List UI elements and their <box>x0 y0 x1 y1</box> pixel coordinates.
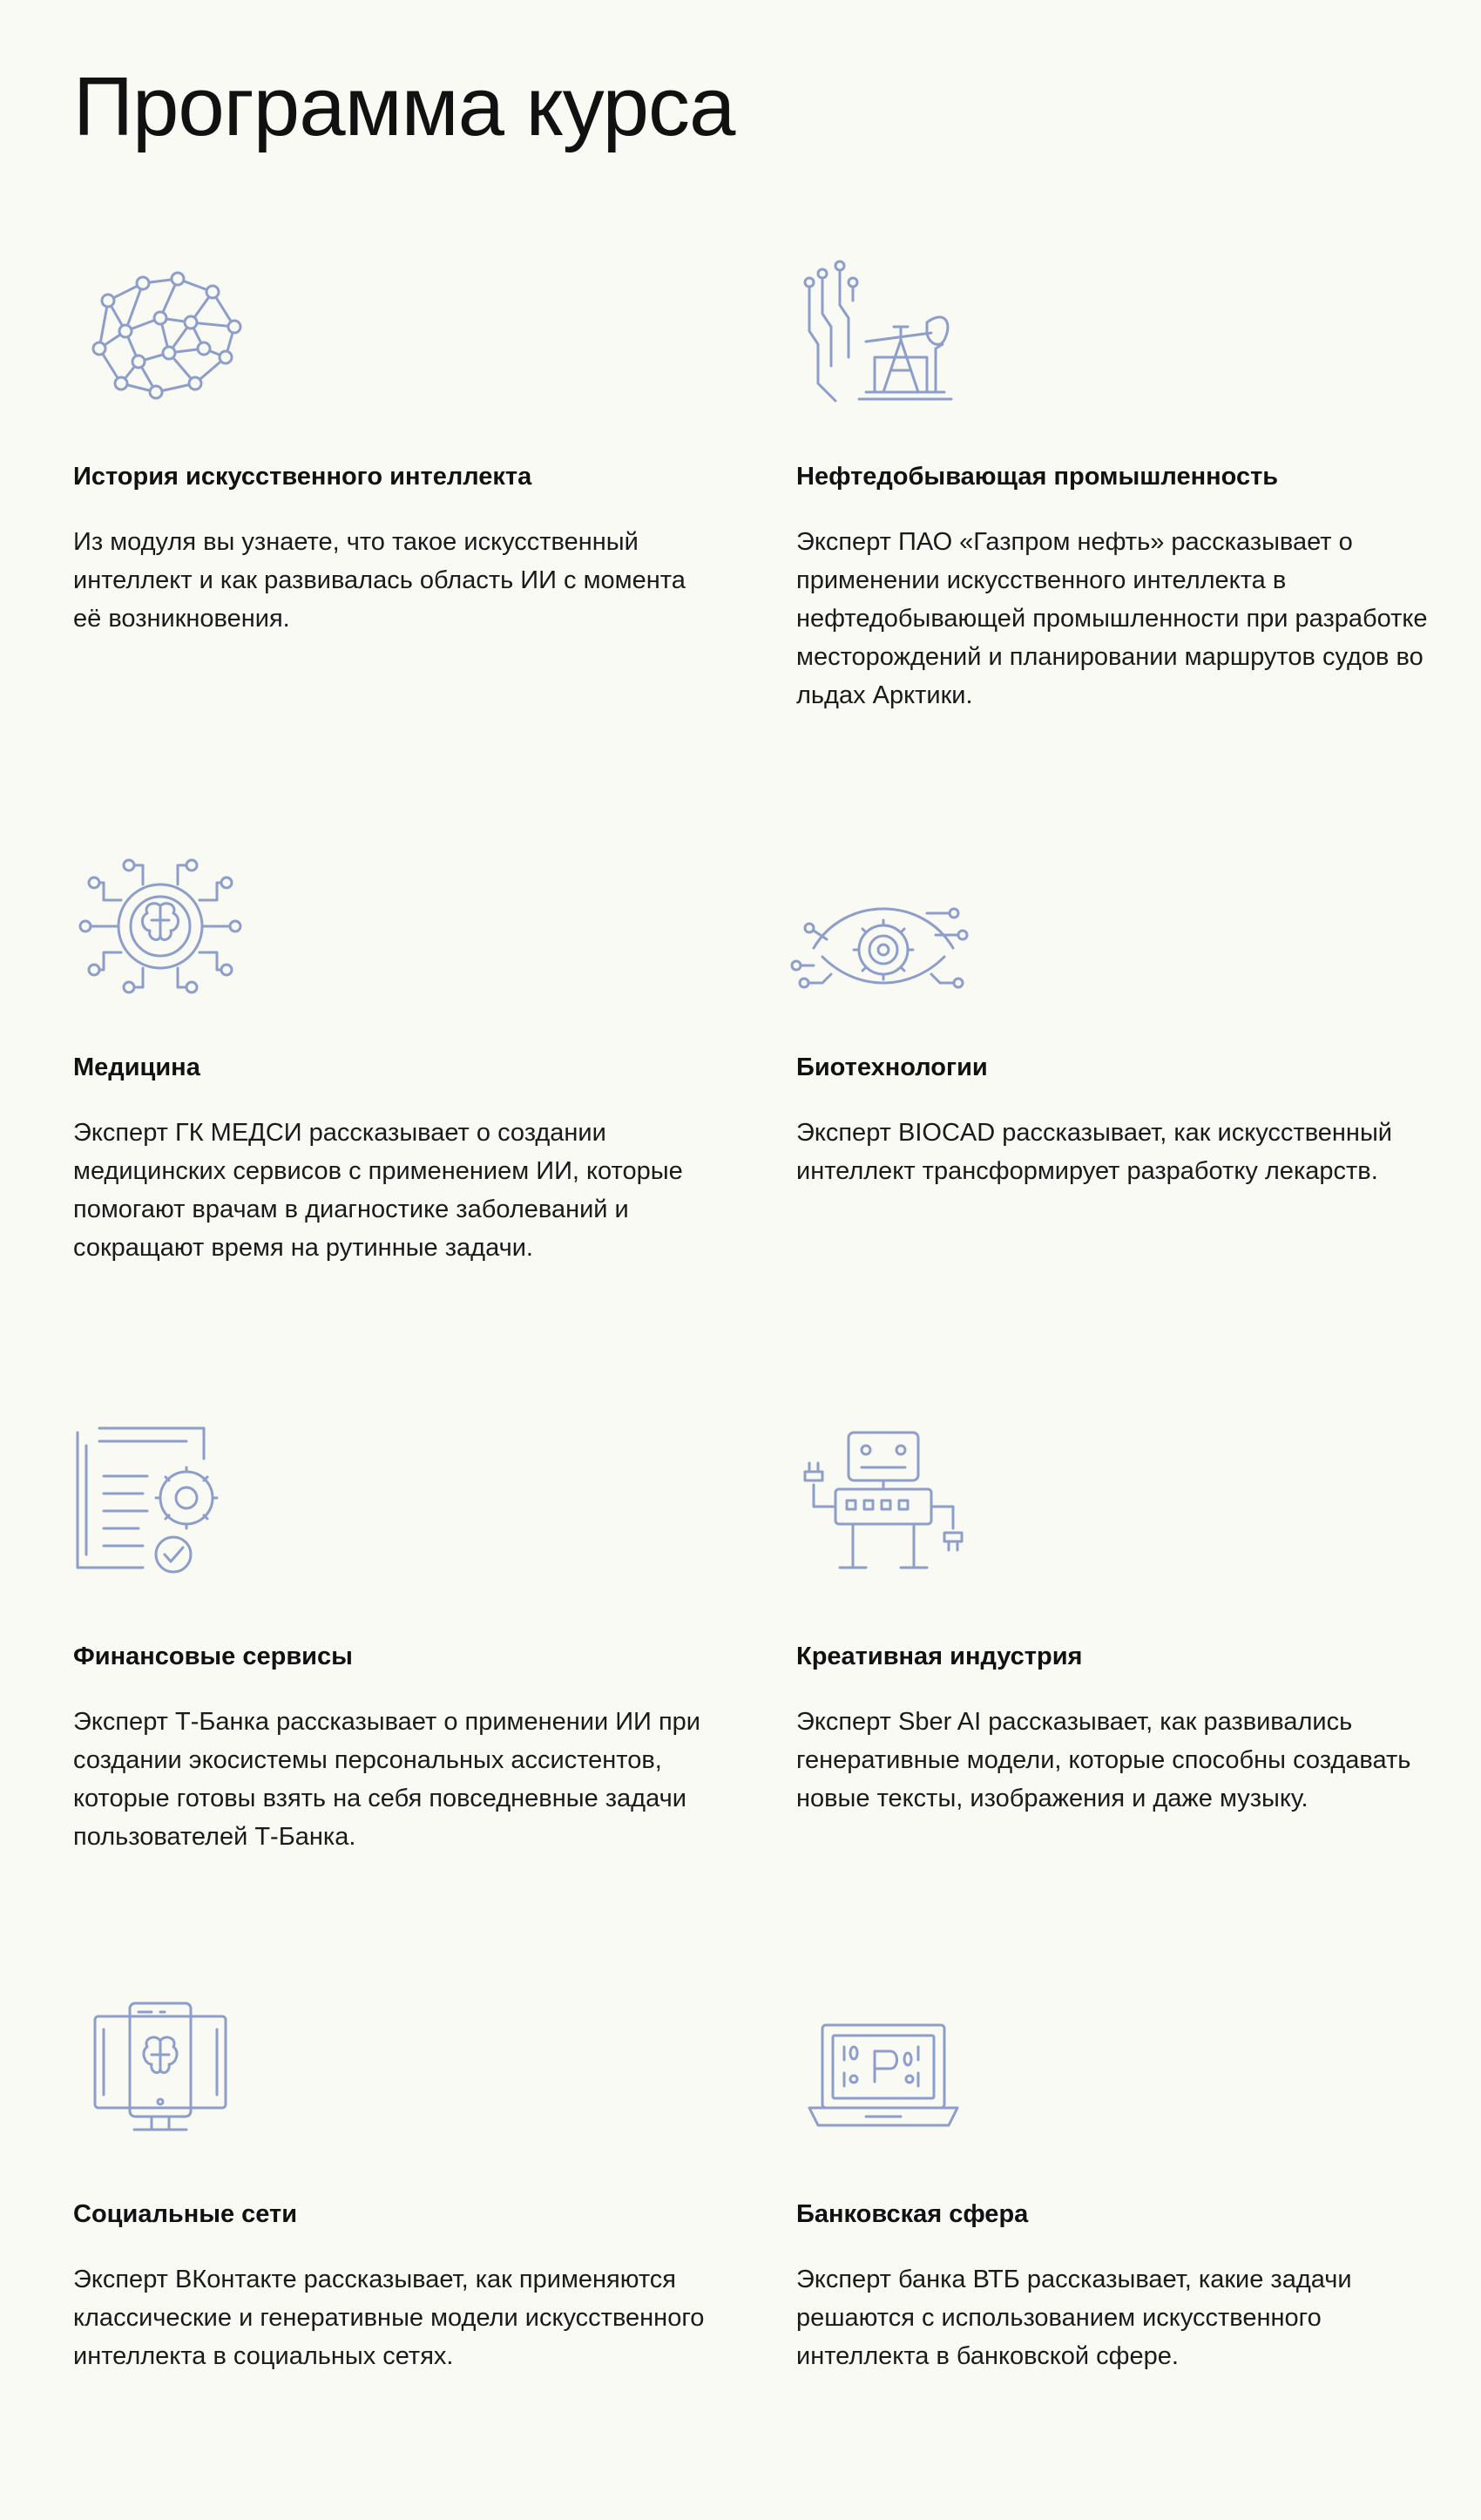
module-biotech <box>796 852 1441 1185</box>
page-title: Программа курса <box>73 60 735 153</box>
oil-pump-icon <box>796 261 970 418</box>
module-description: Эксперт ВКонтакте рассказывает, как применяются классические и генеративные модели искусственного интеллекта в социальных сетях. <box>73 2266 705 2370</box>
module-ai-history <box>73 261 718 633</box>
module-title: Банковская сфера <box>796 2200 1029 2228</box>
document-gear-icon <box>73 1424 247 1581</box>
module-finance <box>73 1424 718 1851</box>
module-banking <box>796 1999 1441 2370</box>
module-creative <box>796 1424 1441 1812</box>
module-description: Эксперт Sber AI рассказывает, как развивались генеративные модели, которые способны создавать новые тексты, изображения и даже музыку. <box>796 1708 1411 1812</box>
module-title: Креативная индустрия <box>796 1643 1083 1670</box>
module-description: Эксперт банка ВТБ рассказывает, какие задачи решаются с использованием искусственного интеллекта в банковской сфере. <box>796 2266 1352 2370</box>
module-title: Медицина <box>73 1053 200 1081</box>
module-title: История искусственного интеллекта <box>73 463 532 491</box>
eye-gear-icon <box>796 852 970 1009</box>
module-title: Нефтедобывающая промышленность <box>796 463 1279 491</box>
module-description: Эксперт ГК МЕДСИ рассказывает о создании медицинских сервисов с применением ИИ, которые помогают врачам в диагностике заболеваний и сокращают время на рутинные задачи. <box>73 1119 683 1262</box>
module-description: Эксперт BIOCAD рассказывает, как искусственный интеллект трансформирует разработку лекарств. <box>796 1119 1392 1185</box>
module-title: Биотехнологии <box>796 1053 988 1081</box>
module-medicine <box>73 852 718 1262</box>
module-description: Эксперт ПАО «Газпром нефть» рассказывает о применении искусственного интеллекта в нефтедобывающей промышленности при разработке месторождений и планировании маршрутов судов во льдах Арктики. <box>796 528 1428 709</box>
brain-network-icon <box>73 261 247 418</box>
laptop-binary-icon <box>796 1999 970 2156</box>
brain-chip-icon <box>73 852 247 1009</box>
module-description: Эксперт Т‑Банка рассказывает о применении ИИ при создании экосистемы персональных ассистентов, которые готовы взять на себя повседневные задачи пользователей Т‑Банка. <box>73 1708 700 1851</box>
module-social <box>73 1999 718 2370</box>
module-title: Социальные сети <box>73 2200 298 2228</box>
module-oil-industry <box>796 261 1441 709</box>
module-description: Из модуля вы узнаете, что такое искусственный интеллект и как развивалась область ИИ с момента её возникновения. <box>73 528 686 633</box>
robot-icon <box>796 1424 970 1581</box>
module-title: Финансовые сервисы <box>73 1643 353 1670</box>
monitor-brain-icon <box>73 1999 247 2156</box>
